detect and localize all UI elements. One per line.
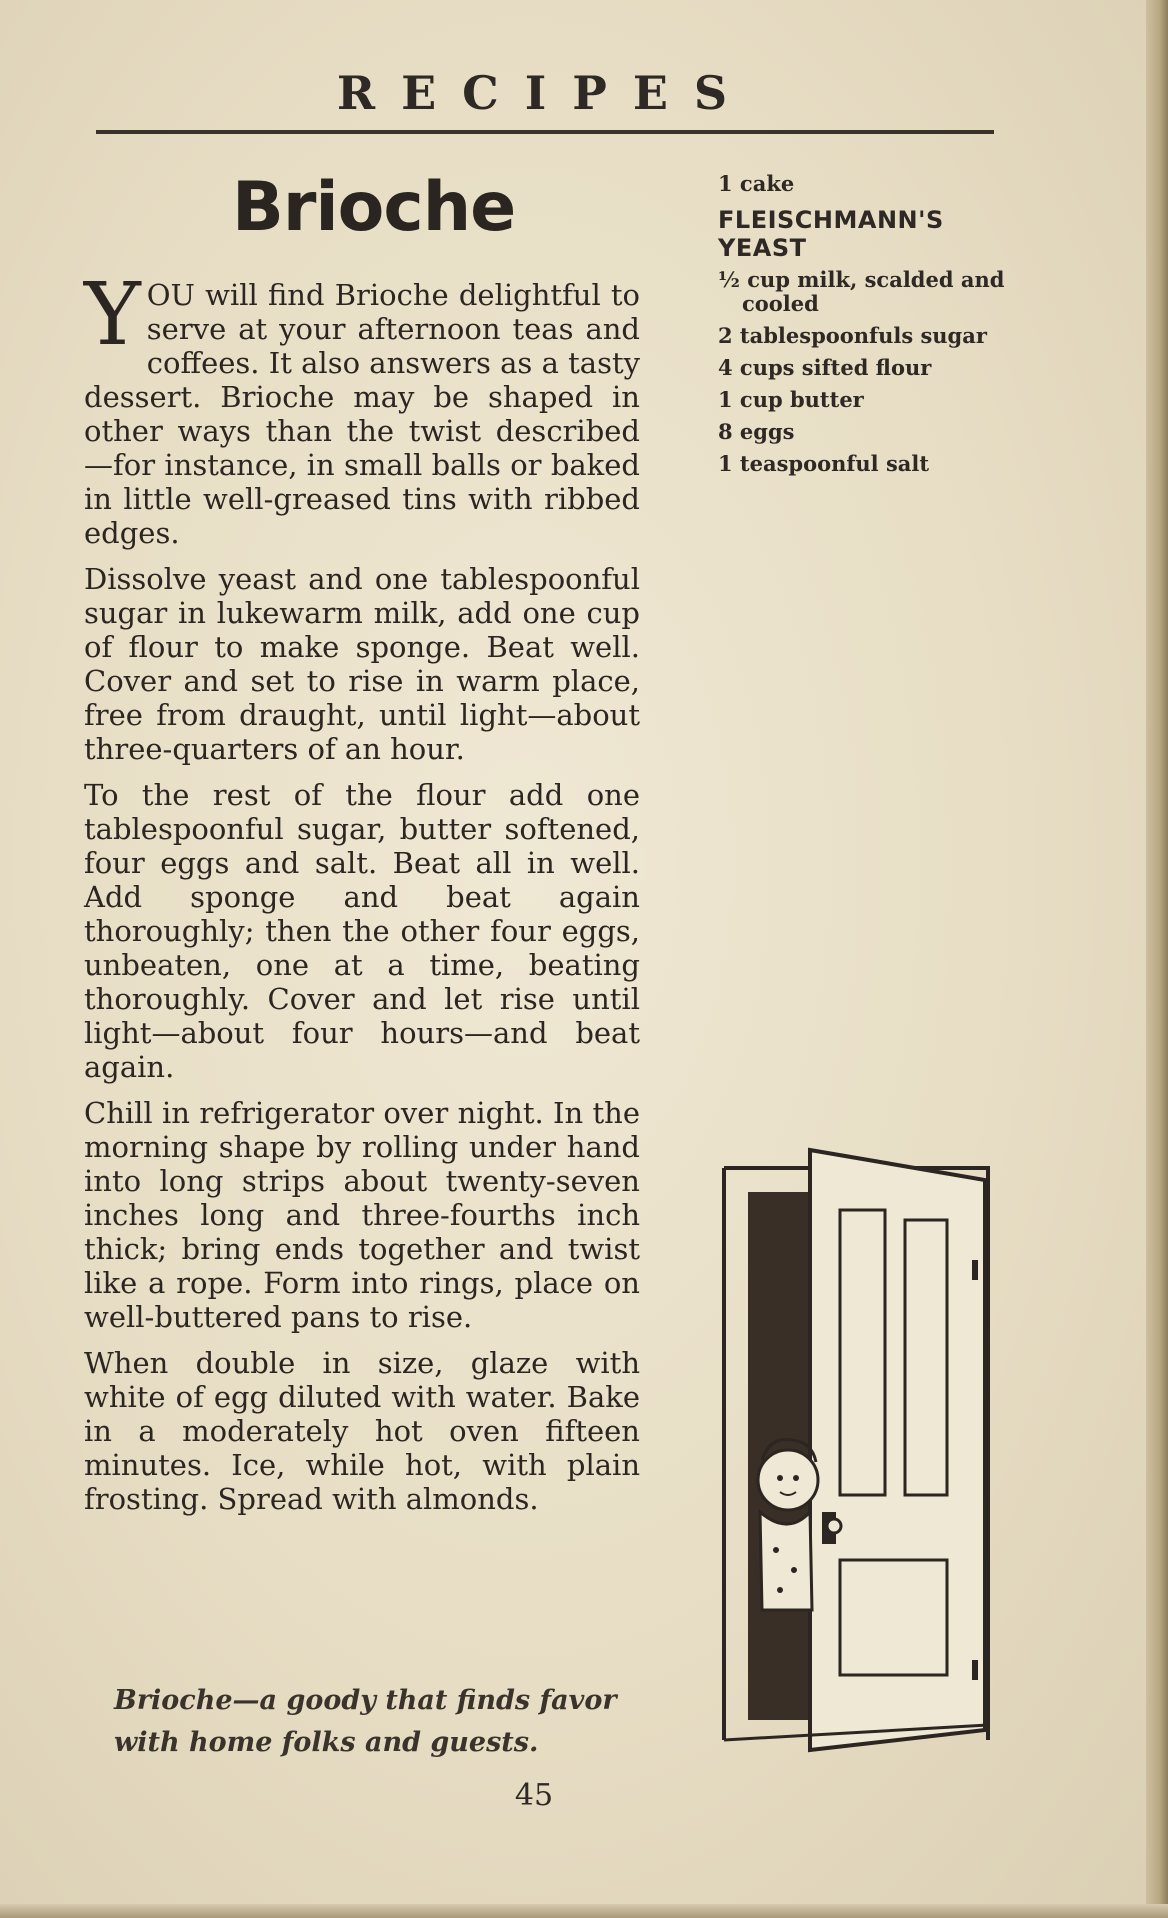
step-paragraph-4: When double in size, glaze with white of egg diluted with water. Bake in a moderately hot oven fifteen minutes. Ice, while hot, with plain frosting. Spread with almonds. — [84, 1346, 640, 1516]
drop-cap: Y — [84, 265, 141, 365]
page-edge — [1146, 0, 1168, 1918]
recipe-title: Brioche — [232, 168, 516, 247]
caption-line-1: Brioche—a goody that finds favor — [114, 1685, 617, 1716]
ingredient-item: 1 cup butter — [718, 387, 864, 412]
ingredient-item: 8 eggs — [718, 419, 795, 444]
section-header: RECIPES — [336, 66, 754, 120]
page-bottom-edge — [0, 1904, 1168, 1918]
intro-paragraph — [84, 265, 640, 550]
ingredient-yeast-name: FLEISCHMANN'S YEAST — [718, 206, 944, 262]
ingredient-item: 1 teaspoonful salt — [718, 451, 930, 476]
step-paragraph-2: To the rest of the flour add one tablespoonful sugar, butter softened, four eggs and salt. Beat all in well. Add sponge and beat again thoroughly; then the other four eggs, unbeaten, one at a time, beating thoroughly. Cover and let rise until light—about four hours—and beat again. — [84, 778, 640, 1084]
caption — [114, 1680, 634, 1764]
door-peeking-child-icon — [700, 1140, 1020, 1760]
step-paragraph-3: Chill in refrigerator over night. In the morning shape by rolling under hand into long strips about twenty-seven inches long and three-fourths inch thick; bring ends together and twist like a rope. Form into rings, place on well-buttered pans to rise. — [84, 1096, 640, 1334]
caption-line-2: with home folks and guests. — [114, 1727, 539, 1758]
recipe-body — [84, 265, 640, 1528]
header-rule — [96, 130, 994, 134]
ingredient-list — [718, 172, 1008, 484]
intro-text: OU will find Brioche delightful to serve at your afternoon teas and coffees. It also answers as a tasty dessert. Brioche may be shaped in other ways than the twist described—for instance, in small balls or baked in little well-greased tins with ribbed edges. — [84, 278, 640, 550]
ingredient-yeast-qty: 1 cake — [718, 171, 795, 196]
ingredient-item: 2 tablespoonfuls sugar — [718, 323, 987, 348]
page-number: 45 — [514, 1778, 554, 1813]
ingredient-item: 4 cups sifted flour — [718, 355, 932, 380]
ingredient-item: ½ cup milk, scalded and cooled — [718, 267, 1005, 316]
step-paragraph-1: Dissolve yeast and one tablespoonful sugar in lukewarm milk, add one cup of flour to make sponge. Beat well. Cover and set to rise in warm place, free from draught, until light—about three-quarters of an hour. — [84, 562, 640, 766]
